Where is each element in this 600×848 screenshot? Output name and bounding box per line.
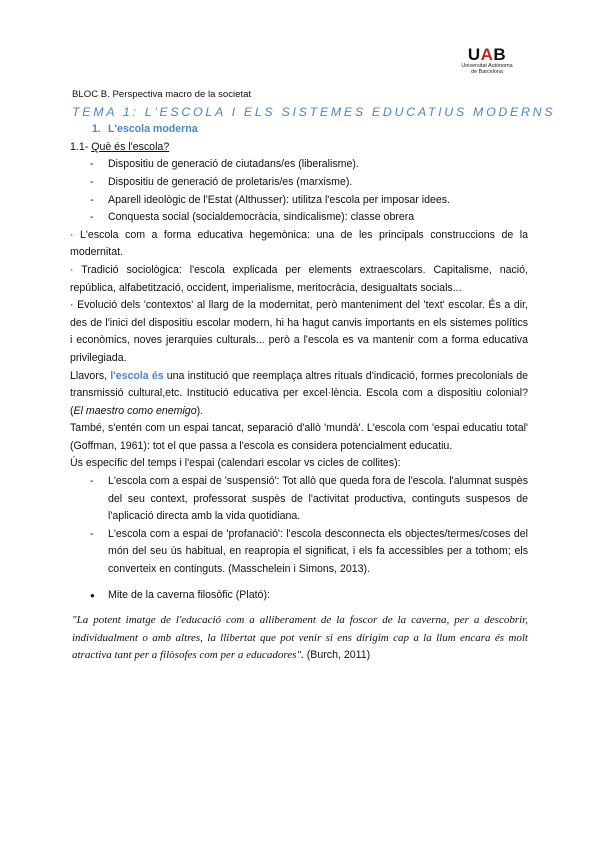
section-heading: 1. L'escola moderna (92, 123, 198, 136)
list-item: - L'escola com a espai de 'suspensió': Tot allò que queda fora de l'escola. l'alumnat suspès del seu context, professorat suspès de l'activitat productiva, continguts suspesos de l'aplicació directa amb la vida quotidiana. (90, 475, 528, 523)
definition-list (72, 156, 528, 226)
uab-logo (452, 46, 522, 86)
highlight-text: l'escola és (110, 369, 164, 382)
tema-title: TEMA 1: L'ESCOLA I ELS SISTEMES EDUCATIUS MODERNS (72, 104, 556, 119)
uab-logo-mark: UAB (467, 45, 507, 64)
bullet-item: ● Mite de la caverna filosòfic (Plató): (90, 588, 270, 601)
list-item: - L'escola com a espai de 'profanació': l'escola desconnecta els objectes/termes/coses del món del seu ús habitual, en reapropia el significat, i els fa accessibles per a tothom; els converteix en continguts. (Masschelein i Simons, 2013). (90, 527, 528, 576)
list-item: - Dispositiu de generació de proletaris/es (marxisme). (90, 175, 353, 188)
space-list (72, 473, 528, 579)
paragraph: Ús específic del temps i l'espai (calendari escolar vs cicles de collites): (70, 457, 401, 470)
subsection-heading: 1.1- Què és l'escola? (70, 140, 170, 153)
document-body (70, 86, 556, 665)
subsection-title: Què és l'escola? (91, 140, 170, 153)
paragraph: · Tradició sociològica: l'escola explicada per elements extraescolars. Capitalisme, nació, república, alfabetització, occident, imperialisme, meritocràcia, desigualtats socials... (70, 263, 528, 294)
bloc-heading: BLOC B. Perspectiva macro de la societat (72, 89, 252, 100)
uab-logo-subtitle: Universitat Autònoma de Barcelona (461, 63, 513, 75)
quote-reference: (Burch, 2011) (303, 649, 371, 662)
list-item: - Aparell ideològic de l'Estat (Althusser): utilitza l'escola per imposar idees. (90, 193, 451, 206)
paragraph: · L'escola com a forma educativa hegemònica: una de les principals construccions de la modernitat. (70, 228, 528, 259)
paragraph: · Evolució dels 'contextos' al llarg de la modernitat, però manteniment del 'text' escolar. És a dir, des de l'inici del dispositiu escolar modern, hi ha hagut canvis importants en els sistemes polítics i econòmics, noves jerarquies culturals... però a l'escola es va mantenir com a forma educativa privilegiada. (70, 299, 528, 364)
paragraph: També, s'entén com un espai tancat, separació d'allò 'mundà'. L'escola com 'espai educatiu total' (Goffman, 1961): tot el que passa a l'escola es considera potencialment educatiu. (70, 422, 528, 452)
list-item: - Conquesta social (socialdemocràcia, sindicalisme): classe obrera (90, 211, 415, 224)
quote: "La potent imatge de l'educació com a alliberament de la foscor de la caverna, per a descobrir, individualment o amb altres, la llibertat que pot venir si ens dirigim cap a la llum encara és molt atractiva tant per a filòsofes com per a educadores". (Burch, 2011) (72, 614, 528, 662)
paragraph: Llavors, l'escola és una institució que reemplaça altres rituals d'indicació, formes precolonials de transmissió cultural,etc. Institució educativa per excel·lència. Escola com a dispositiu colonial? (El maestro como enemigo). (70, 369, 529, 417)
list-item: - Dispositiu de generació de ciutadans/es (liberalisme). (90, 158, 359, 171)
